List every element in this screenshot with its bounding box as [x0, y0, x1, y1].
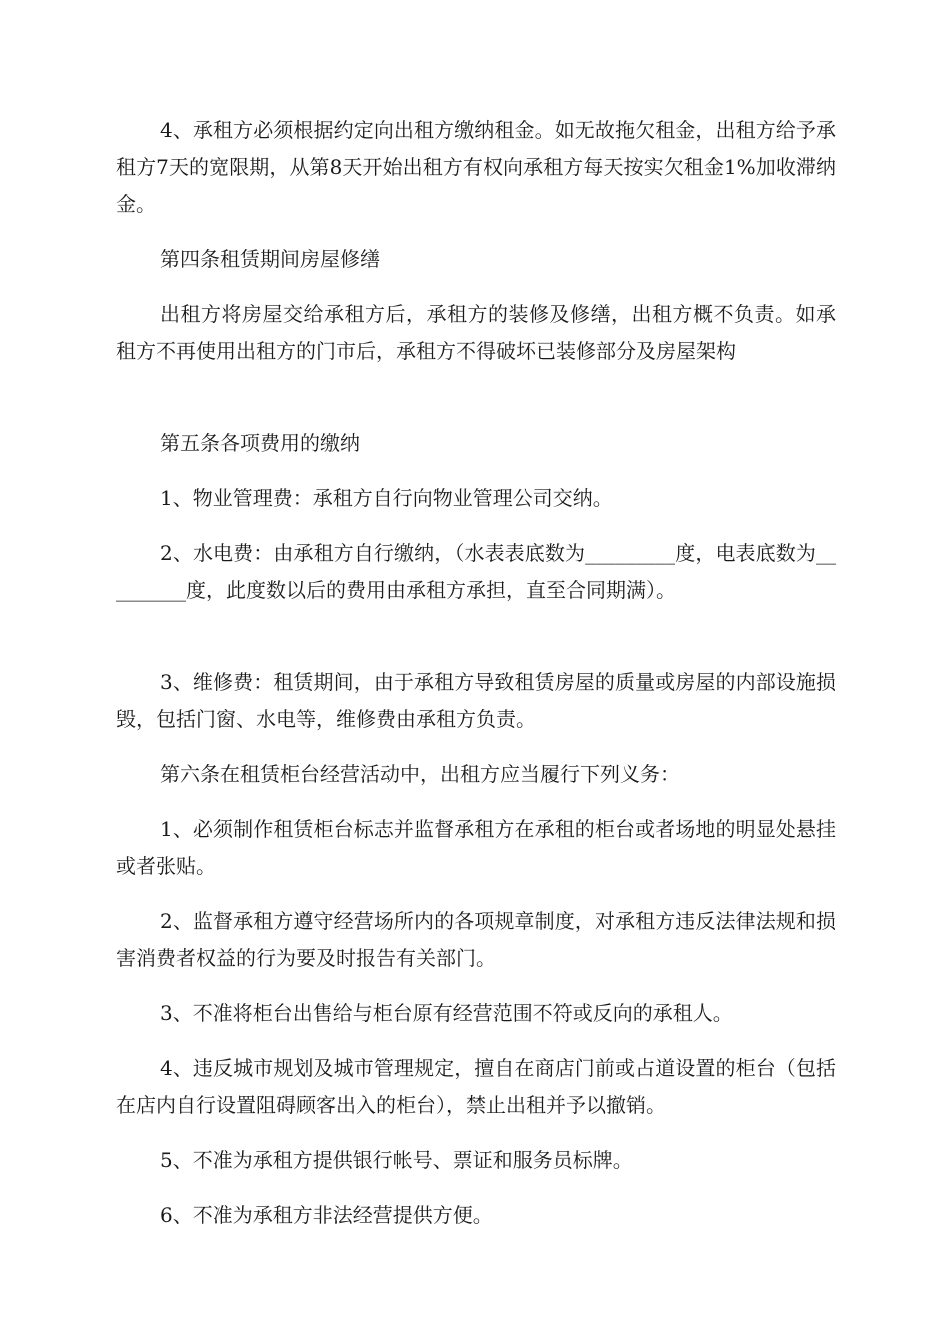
clause-4-rent-payment: 4、承租方必须根据约定向出租方缴纳租金。如无故拖欠租金，出租方给予承租方7天的宽限期，从第8天开始出租方有权向承租方每天按实欠租金1%加收滞纳金。 [116, 118, 836, 216]
article-6-heading: 第六条在租赁柜台经营活动中，出租方应当履行下列义务： [160, 762, 680, 786]
article-4-heading: 第四条租赁期间房屋修缮 [160, 247, 380, 271]
duty-4-planning: 4、违反城市规划及城市管理规定，擅自在商店门前或占道设置的柜台（包括在店内自行设置阻碍顾客出入的柜台），禁止出租并予以撤销。 [116, 1056, 836, 1117]
clause-1-property-fee: 1、物业管理费：承租方自行向物业管理公司交纳。 [160, 486, 613, 510]
clause-3-maintenance: 3、维修费：租赁期间，由于承租方导致租赁房屋的质量或房屋的内部设施损毁，包括门窗、水电等，维修费由承租方负责。 [116, 670, 836, 731]
duty-3-no-sale: 3、不准将柜台出售给与柜台原有经营范围不符或反向的承租人。 [160, 1001, 733, 1025]
duty-2-supervision: 2、监督承租方遵守经营场所内的各项规章制度，对承租方违反法律法规和损害消费者权益的行为要及时报告有关部门。 [116, 909, 836, 970]
duty-6-no-illegal: 6、不准为承租方非法经营提供方便。 [160, 1203, 493, 1227]
duty-1-signage: 1、必须制作租赁柜台标志并监督承租方在承租的柜台或者场地的明显处悬挂或者张贴。 [116, 817, 836, 878]
article-5-heading: 第五条各项费用的缴纳 [160, 431, 360, 455]
duty-5-no-accounts: 5、不准为承租方提供银行帐号、票证和服务员标牌。 [160, 1148, 633, 1172]
clause-2-utilities: 2、水电费：由承租方自行缴纳，（水表表底数为_________度，电表底数为_________度，此度数以后的费用由承租方承担，直至合同期满）。 [116, 541, 836, 602]
article-4-body: 出租方将房屋交给承租方后，承租方的装修及修缮，出租方概不负责。如承租方不再使用出租方的门市后，承租方不得破坏已装修部分及房屋架构 [116, 302, 836, 363]
